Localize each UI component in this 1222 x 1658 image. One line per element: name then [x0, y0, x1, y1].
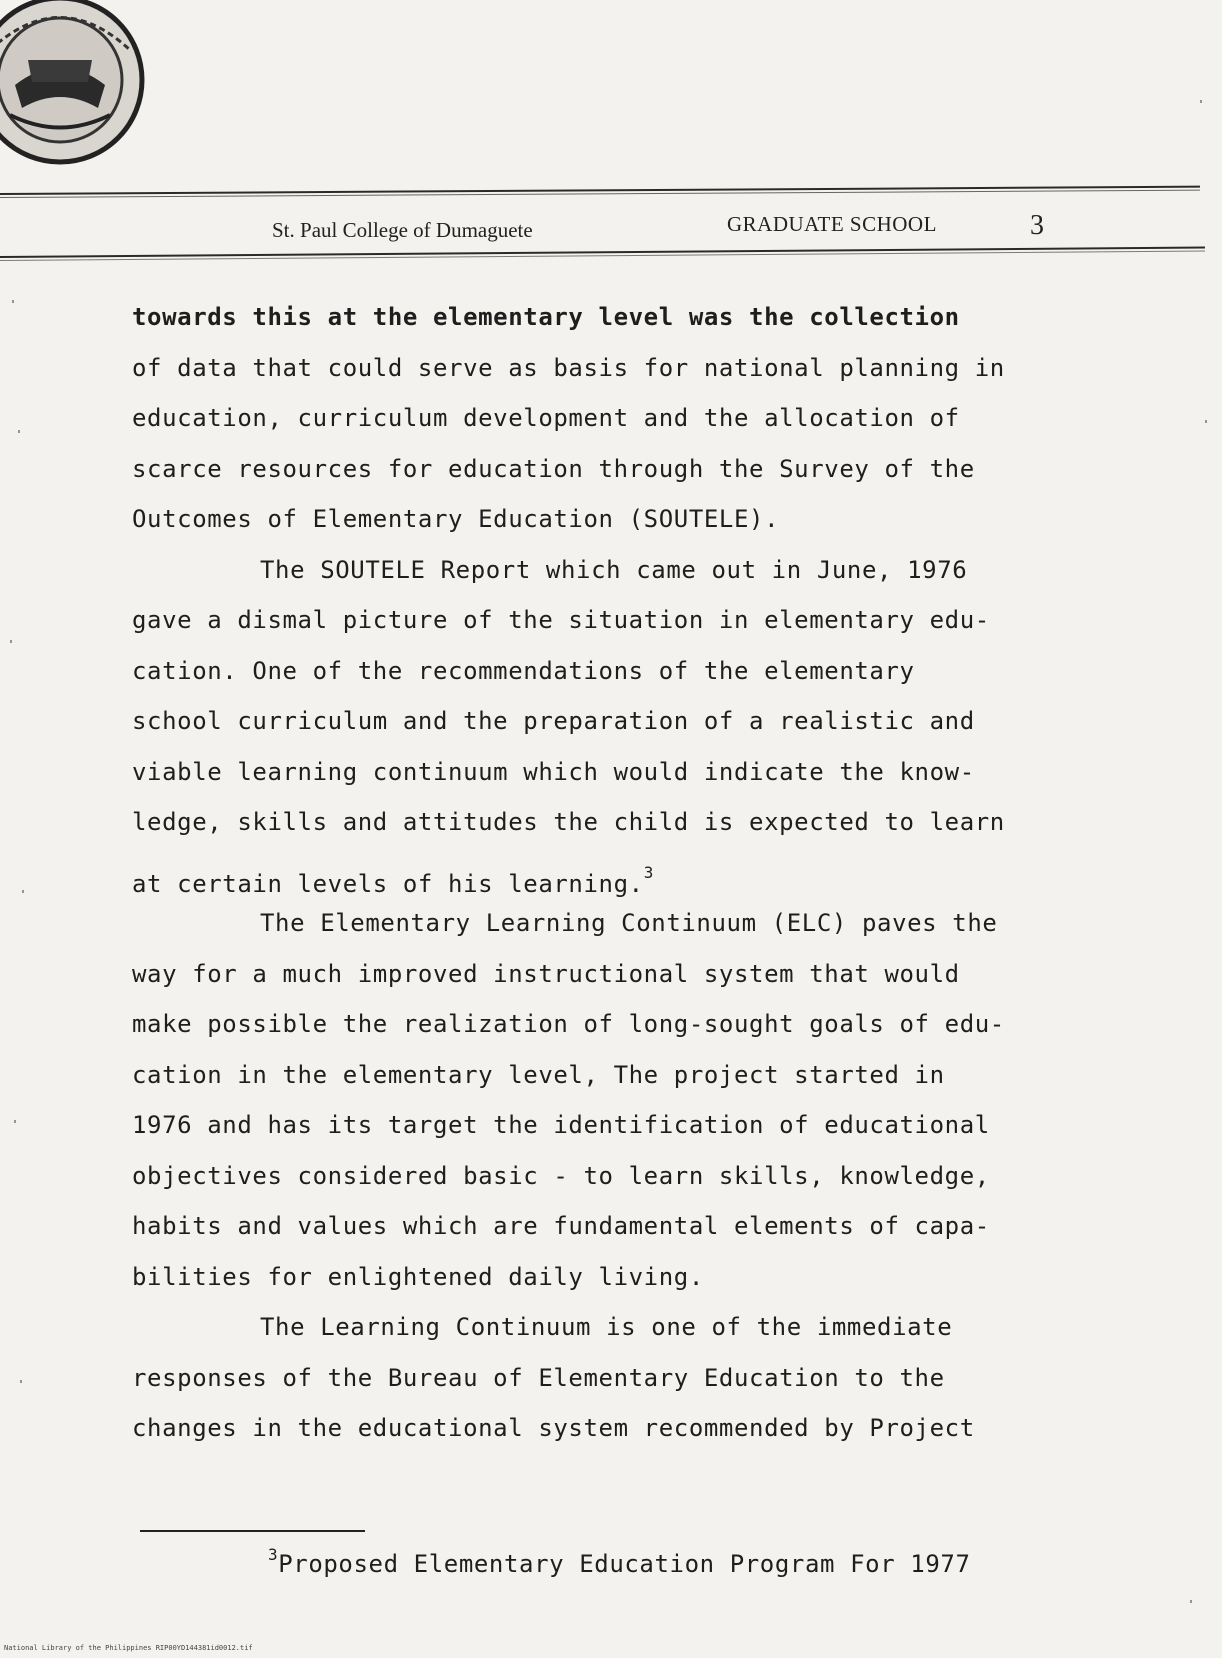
body-line: scarce resources for education through the Survey of the [132, 454, 975, 483]
institution-name: St. Paul College of Dumaguete [272, 218, 533, 242]
body-line: ledge, skills and attitudes the child is expected to learn [132, 808, 1005, 836]
body-line: school curriculum and the preparation of a realistic and [132, 707, 975, 735]
body-line: objectives considered basic - to learn skills, knowledge, [132, 1161, 990, 1190]
scan-speck [1205, 420, 1207, 423]
college-seal-icon [0, 0, 150, 170]
archive-stamp: National Library of the Philippines RIP00YD144381id0012.tif [4, 1644, 253, 1652]
footnote-separator [140, 1530, 365, 1532]
division-name: GRADUATE SCHOOL [727, 212, 937, 236]
body-line: cation. One of the recommendations of the elementary [132, 656, 915, 685]
scan-speck [18, 430, 20, 433]
footnote-text: Proposed Elementary Education Program For 1977 [278, 1550, 971, 1578]
body-line: gave a dismal picture of the situation in elementary edu- [132, 606, 990, 634]
scan-speck [1200, 100, 1202, 103]
body-line: viable learning continuum which would indicate the know- [132, 757, 975, 786]
body-line: of data that could serve as basis for national planning in [132, 353, 1005, 382]
scan-speck [12, 300, 14, 303]
body-line: The SOUTELE Report which came out in June, 1976 [260, 555, 968, 584]
body-line: towards this at the elementary level was the collection [132, 303, 960, 331]
body-line: cation in the elementary level, The project started in [132, 1060, 945, 1089]
body-line: Outcomes of Elementary Education (SOUTELE). [132, 505, 780, 533]
body-line: way for a much improved instructional system that would [132, 959, 960, 988]
page-number: 3 [1030, 210, 1044, 241]
footnote [268, 1545, 971, 1578]
body-line: habits and values which are fundamental elements of capa- [132, 1212, 990, 1240]
scan-speck [20, 1380, 22, 1383]
scan-speck [1190, 1600, 1192, 1603]
body-line: The Elementary Learning Continuum (ELC) paves the [260, 909, 998, 937]
typed-body [132, 292, 1092, 1454]
body-line: responses of the Bureau of Elementary Education to the [132, 1363, 945, 1392]
footnote-reference: 3 [643, 862, 654, 882]
body-line: changes in the educational system recommended by Project [132, 1414, 975, 1442]
body-line: bilities for enlightened daily living. [132, 1262, 704, 1291]
body-line: 1976 and has its target the identification of educational [132, 1111, 990, 1139]
body-line: make possible the realization of long-sought goals of edu- [132, 1010, 1005, 1038]
scan-speck [14, 1120, 16, 1123]
scan-speck [22, 890, 24, 893]
body-line: education, curriculum development and the allocation of [132, 404, 960, 432]
footnote-marker: 3 [268, 1545, 279, 1564]
scan-speck [10, 640, 12, 643]
body-line-text: at certain levels of his learning. [132, 869, 644, 898]
body-line: The Learning Continuum is one of the immediate [260, 1313, 953, 1341]
body-line-with-footnote [132, 848, 1092, 899]
